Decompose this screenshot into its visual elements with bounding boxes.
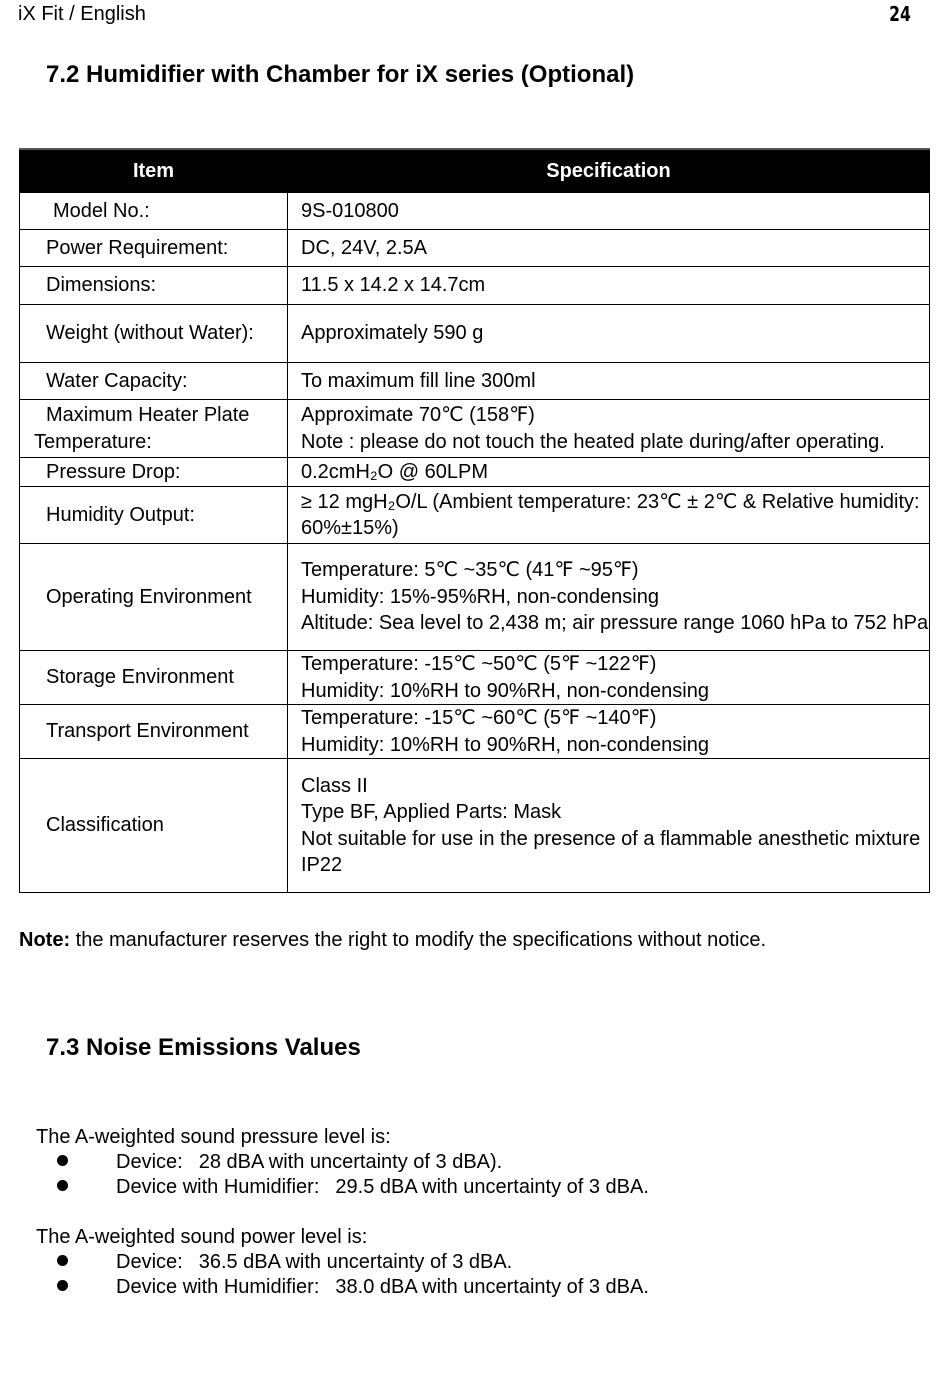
spec-line: Approximately 590 g xyxy=(301,322,484,345)
pressure-bullet-device xyxy=(57,1151,502,1174)
spec-item-cell: Classification xyxy=(20,759,288,893)
spec-line: 11.5 x 14.2 x 14.7cm xyxy=(301,274,486,297)
spec-value-cell xyxy=(288,363,930,400)
column-header-specification: Specification xyxy=(288,149,930,193)
bullet-label: Device with Humidifier: xyxy=(116,1276,320,1298)
spec-item-cell: Operating Environment xyxy=(20,544,288,651)
spec-value-cell xyxy=(288,759,930,893)
spec-value-cell xyxy=(288,651,930,705)
spec-line: Approximate 70℃ (158℉) xyxy=(301,404,535,426)
table-row xyxy=(20,400,930,458)
spec-line: Type BF, Applied Parts: Mask xyxy=(301,801,562,823)
spec-value-cell xyxy=(288,400,930,458)
spec-line: Temperature: 5℃ ~35℃ (41℉ ~95℉) xyxy=(301,559,639,582)
spec-table-header-row xyxy=(20,149,930,193)
bullet-value: 38.0 dBA with uncertainty of 3 dBA. xyxy=(335,1276,649,1298)
table-row xyxy=(20,705,930,759)
spec-item-cell: Transport Environment xyxy=(20,705,288,759)
table-row xyxy=(20,458,930,487)
table-row xyxy=(20,363,930,400)
column-header-item: Item xyxy=(20,149,288,193)
spec-item-cell: Humidity Output: xyxy=(20,487,288,544)
pressure-intro: The A-weighted sound pressure level is: xyxy=(36,1126,391,1148)
power-bullet-device xyxy=(57,1251,512,1274)
spec-value-cell xyxy=(288,458,930,487)
spec-line: Humidity: 10%RH to 90%RH, non-condensing xyxy=(301,733,709,756)
bullet-value: 36.5 dBA with uncertainty of 3 dBA. xyxy=(198,1251,513,1273)
spec-item-cell: Pressure Drop: xyxy=(20,458,288,487)
spec-value-cell xyxy=(288,544,930,651)
spec-line: 0.2cmH₂O @ 60LPM xyxy=(301,460,489,483)
bullet-value: 29.5 dBA with uncertainty of 3 dBA. xyxy=(335,1176,649,1198)
spec-line: Altitude: Sea level to 2,438 m; air pressure range 1060 hPa to 752 hPa xyxy=(301,612,929,635)
table-row xyxy=(20,267,930,305)
note-label: Note: xyxy=(19,929,71,951)
page-number: 24 xyxy=(889,2,911,26)
spec-item-cell: Dimensions: xyxy=(20,267,288,305)
note-text: the manufacturer reserves the right to modify the specifications without notice. xyxy=(70,929,767,951)
spec-item-cell: Power Requirement: xyxy=(20,230,288,267)
section-73-title: 7.3 Noise Emissions Values xyxy=(46,1034,361,1061)
bullet-label: Device: xyxy=(116,1151,183,1173)
spec-line: IP22 xyxy=(301,854,343,876)
spec-value-cell xyxy=(288,230,930,267)
table-row xyxy=(20,487,930,544)
table-row xyxy=(20,305,930,363)
table-row xyxy=(20,651,930,705)
bullet-dot xyxy=(57,1280,68,1291)
spec-line: Temperature: -15℃ ~50℃ (5℉ ~122℉) xyxy=(301,653,657,675)
spec-item-cell: Storage Environment xyxy=(20,651,288,705)
pressure-bullet-humidifier xyxy=(57,1176,649,1199)
spec-line: Humidity: 10%RH to 90%RH, non-condensing xyxy=(301,679,709,702)
bullet-value: 28 dBA with uncertainty of 3 dBA). xyxy=(198,1151,503,1173)
spec-line: DC, 24V, 2.5A xyxy=(301,236,428,259)
bullet-label: Device: xyxy=(116,1251,183,1273)
note-paragraph xyxy=(19,929,766,952)
spec-item-cell: Maximum Heater Plate Temperature: xyxy=(20,400,288,458)
spec-item-cell: Water Capacity: xyxy=(20,363,288,400)
bullet-label: Device with Humidifier: xyxy=(116,1176,320,1198)
spec-line: Class II xyxy=(301,774,368,797)
bullet-dot xyxy=(57,1255,68,1266)
table-row xyxy=(20,230,930,267)
section-72-title: 7.2 Humidifier with Chamber for iX series (Optional) xyxy=(46,61,635,88)
spec-line: 9S-010800 xyxy=(301,199,399,222)
spec-line: To maximum fill line 300ml xyxy=(301,369,536,392)
bullet-dot xyxy=(57,1180,68,1191)
spec-value-cell xyxy=(288,193,930,230)
table-row xyxy=(20,544,930,651)
spec-line: Not suitable for use in the presence of a flammable anesthetic mixture xyxy=(301,827,921,850)
spec-line: Temperature: -15℃ ~60℃ (5℉ ~140℉) xyxy=(301,707,657,729)
table-row xyxy=(20,193,930,230)
spec-item-cell: Model No.: xyxy=(20,193,288,230)
spec-value-cell xyxy=(288,305,930,363)
power-bullet-humidifier xyxy=(57,1276,649,1299)
spec-item-cell: Weight (without Water): xyxy=(20,305,288,363)
header-document-title: iX Fit / English xyxy=(18,3,146,25)
bullet-dot xyxy=(57,1155,68,1166)
spec-line: Note : please do not touch the heated plate during/after operating. xyxy=(301,430,885,453)
spec-value-cell xyxy=(288,487,930,544)
spec-table xyxy=(19,148,930,893)
power-intro: The A-weighted sound power level is: xyxy=(36,1226,368,1248)
table-row xyxy=(20,759,930,893)
spec-value-cell xyxy=(288,267,930,305)
spec-line: ≥ 12 mgH₂O/L (Ambient temperature: 23℃ ± 2℃ & Relative humidity: 60%±15%) xyxy=(301,490,920,539)
spec-line: Humidity: 15%-95%RH, non-condensing xyxy=(301,585,659,608)
spec-value-cell xyxy=(288,705,930,759)
